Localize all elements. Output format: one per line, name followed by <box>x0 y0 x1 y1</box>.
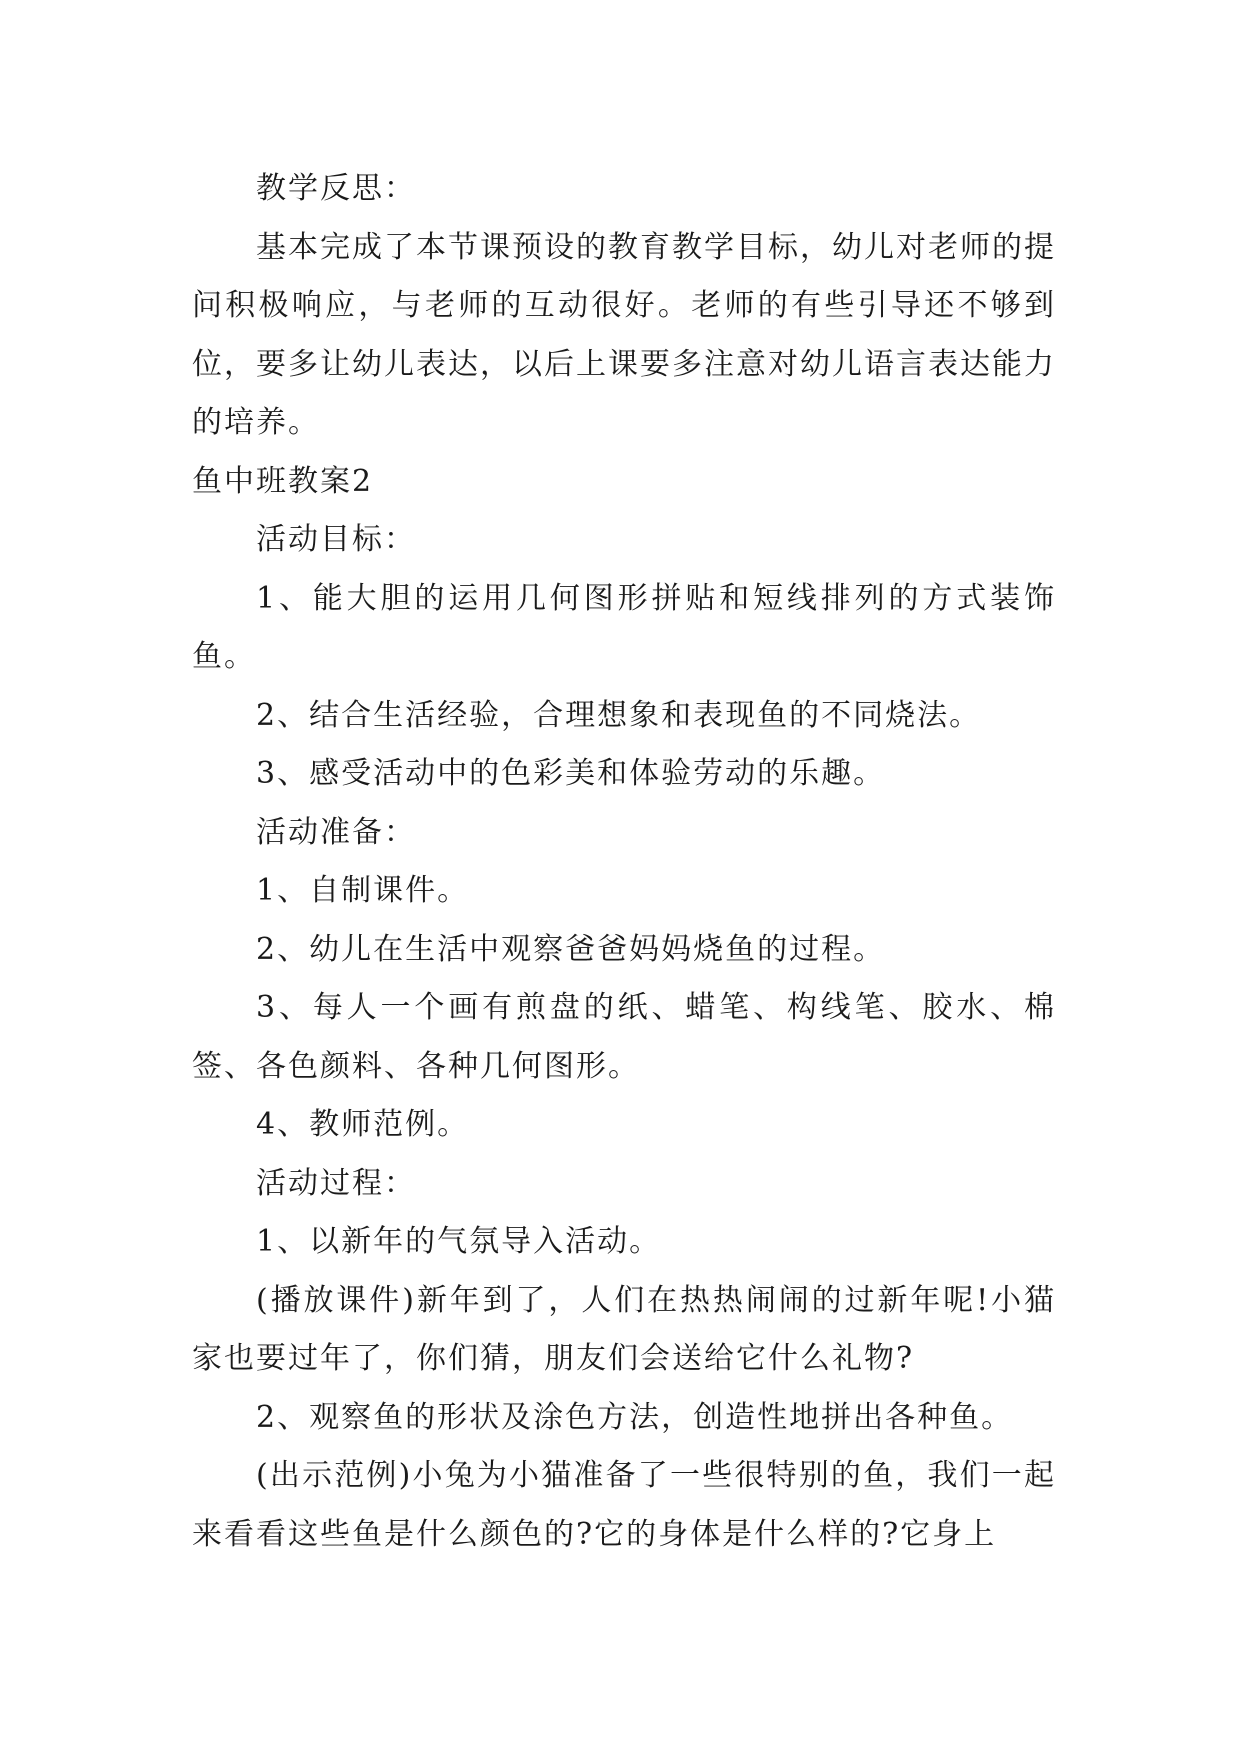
reflection-heading: 教学反思： <box>256 171 416 206</box>
document-body <box>192 160 1056 1564</box>
reflection-paragraph: 基本完成了本节课预设的教育教学目标，幼儿对老师的提问积极响应，与老师的互动很好。老师的有些引导还不够到位，要多让幼儿表达，以后上课要多注意对幼儿语言表达能力的培养。 <box>192 229 1056 440</box>
preparation-item-1: 1、自制课件。 <box>256 873 470 908</box>
preparation-item-3: 3、每人一个画有煎盘的纸、蜡笔、构线笔、胶水、棉签、各色颜料、各种几何图形。 <box>192 990 1056 1084</box>
goal-item-2: 2、结合生活经验，合理想象和表现鱼的不同烧法。 <box>256 697 982 733</box>
goals-heading: 活动目标： <box>256 522 416 557</box>
process-step-2-detail: (出示范例)小兔为小猫准备了一些很特别的鱼，我们一起来看看这些鱼是什么颜色的?它的身体是什么样的?它身上 <box>192 1458 1056 1552</box>
process-step-1: 1、以新年的气氛导入活动。 <box>256 1224 662 1259</box>
process-step-2: 2、观察鱼的形状及涂色方法，创造性地拼出各种鱼。 <box>256 1399 1014 1435</box>
preparation-heading: 活动准备： <box>256 814 416 850</box>
preparation-item-4: 4、教师范例。 <box>256 1107 470 1142</box>
goal-item-3: 3、感受活动中的色彩美和体验劳动的乐趣。 <box>256 756 886 791</box>
goal-item-1: 1、能大胆的运用几何图形拼贴和短线排列的方式装饰鱼。 <box>192 580 1056 674</box>
process-step-1-detail: (播放课件)新年到了，人们在热热闹闹的过新年呢!小猫家也要过年了，你们猜，朋友们会送给它什么礼物? <box>192 1282 1056 1376</box>
process-heading: 活动过程： <box>256 1165 416 1201</box>
lesson-title: 鱼中班教案2 <box>192 463 374 499</box>
preparation-item-2: 2、幼儿在生活中观察爸爸妈妈烧鱼的过程。 <box>256 931 886 967</box>
